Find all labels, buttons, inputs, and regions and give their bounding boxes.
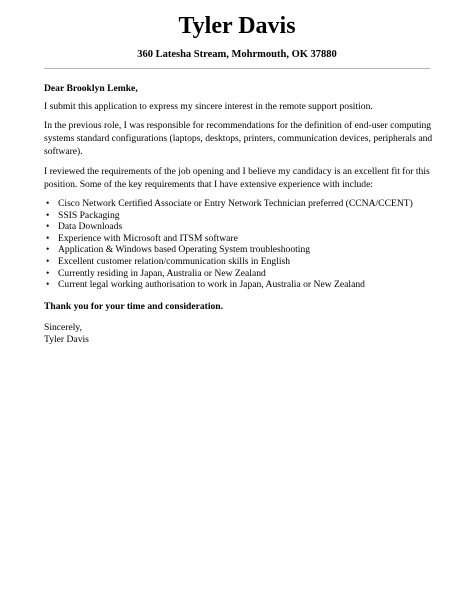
list-item: [44, 268, 436, 280]
bullet-icon: •: [46, 198, 50, 209]
signature: Tyler Davis: [44, 334, 89, 345]
list-item: [44, 244, 436, 256]
list-item-text: Excellent customer relation/communication skills in English: [58, 255, 291, 267]
bullet-icon: •: [46, 232, 50, 244]
list-item-text: Data Downloads: [58, 221, 123, 233]
list-item: [44, 198, 436, 210]
paragraph-previous-role: In the previous role, I was responsible for recommendations for the definition of end-user computing systems standard configurations (laptops, desktops, printers, communication devices, peripherals and software).: [44, 120, 433, 158]
bullet-icon: •: [46, 244, 50, 256]
list-item: [44, 221, 436, 233]
thanks-line: Thank you for your time and consideration.: [44, 301, 224, 312]
applicant-address: 360 Latesha Stream, Mohrmouth, OK 37880: [137, 49, 337, 60]
bullet-icon: •: [46, 209, 50, 221]
applicant-name: Tyler Davis: [178, 13, 296, 39]
list-item: [44, 210, 436, 222]
requirements-list: [44, 198, 436, 291]
bullet-icon: •: [46, 221, 50, 233]
list-item-text: Current legal working authorisation to work in Japan, Australia or New Zealand: [58, 279, 365, 291]
salutation: Dear Brooklyn Lemke,: [44, 83, 138, 94]
list-item-text: Currently residing in Japan, Australia or New Zealand: [58, 267, 266, 279]
header-divider: [44, 68, 430, 69]
bullet-icon: •: [46, 267, 50, 279]
list-item-text: Cisco Network Certified Associate or Entry Network Technician preferred (CCNA/CCENT): [58, 198, 413, 209]
list-item-text: SSIS Packaging: [58, 209, 120, 221]
closing: Sincerely,: [44, 322, 83, 333]
list-item-text: Application & Windows based Operating System troubleshooting: [58, 244, 311, 256]
list-item: [44, 256, 436, 268]
list-item: [44, 233, 436, 245]
bullet-icon: •: [46, 279, 50, 291]
bullet-icon: •: [46, 255, 50, 267]
list-item: [44, 279, 436, 291]
list-item-text: Experience with Microsoft and ITSM software: [58, 232, 238, 244]
paragraph-intro: I submit this application to express my sincere interest in the remote support position.: [44, 101, 373, 112]
paragraph-requirements-intro: I reviewed the requirements of the job opening and I believe my candidacy is an excellent fit for this position. Some of the key requirements that I have extensive experience with include:: [44, 166, 430, 191]
